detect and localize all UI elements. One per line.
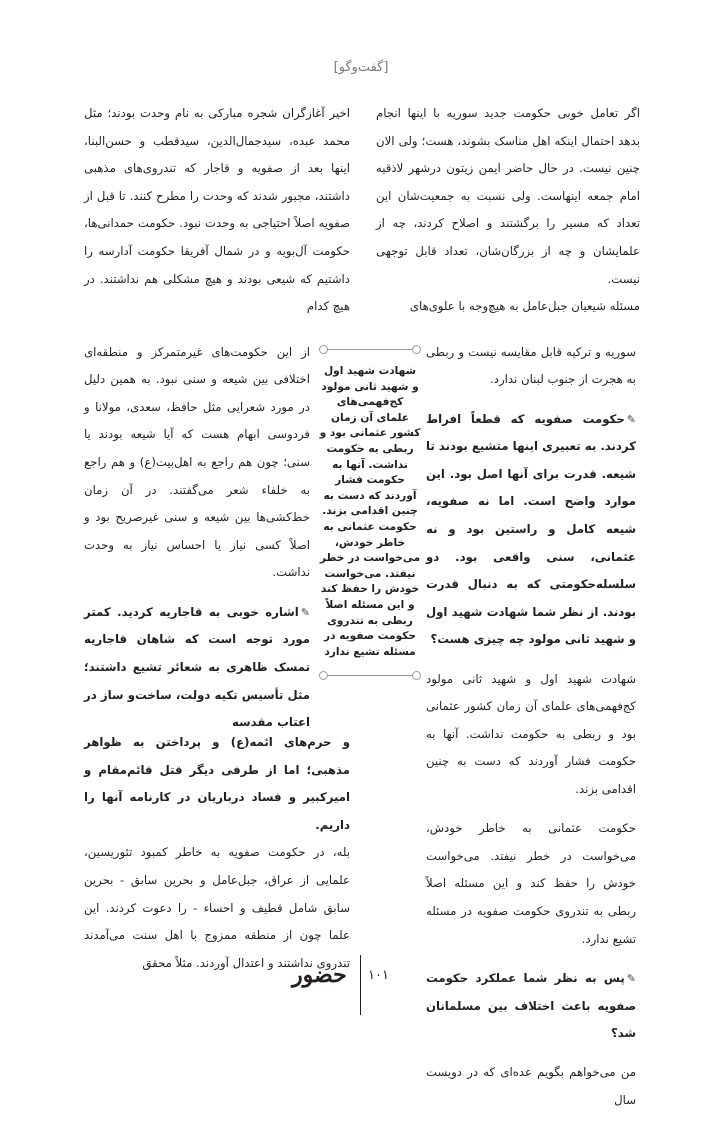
question — [426, 965, 636, 1048]
question-text: حکومت صفویه که قطعاً افراط کردند. به تعبیری اینها متشیع بودند تا شیعه. قدرت برای آنها اصل بود. این موارد واضح است. اما نه صفویه، شیعه کامل و راستین بود و نه عثمانی، سنی واقعی بود. دو سلسله‌حکومتی که به دنبال قدرت بودند. از نظر شما شهادت شهید اول و شهید ثانی مولود چه چیزی هست؟ — [426, 411, 636, 647]
pull-quote-top-rule — [319, 344, 421, 354]
question-icon: ✎ — [626, 412, 636, 426]
ornament-dot — [412, 345, 421, 354]
left-column-top — [84, 100, 350, 321]
footer-divider — [360, 955, 361, 1015]
paragraph: مسئله شیعیان جبل‌عامل به هیچ‌وجه با علوی‌های — [409, 299, 640, 314]
ornament-dot — [319, 671, 328, 680]
left-column-inset — [84, 327, 310, 748]
question-text: اشاره خوبی به قاجاریه کردید. کمتر مورد توجه است که شاهان قاجاریه تمسک ظاهری به شعائر تشیع داشتند؛ مثل تأسیس تکیه دولت، ساخت‌و ساز در اعتاب مقدسه — [84, 604, 310, 730]
right-column-top — [376, 100, 640, 321]
ornament-dot — [319, 345, 328, 354]
left-column-bottom — [84, 729, 350, 977]
question-text: پس به نظر شما عملکرد حکومت صفویه باعث اختلاف بین مسلمانان شد؟ — [426, 970, 636, 1041]
paragraph: از این حکومت‌های غیرمتمرکز و منطقه‌ای اختلافی بین شیعه و سنی نبود. به همین دلیل در مورد شعرایی مثل حافظ، سعدی، مولانا و فردوسی ابهام هست که آیا شیعه بودند یا سنی؛ چون هم راجع به اهل‌بیت(ع) و هم راجع به خلفاء شعر می‌گفتند. در آن زمان خط‌کشی‌ها بین شیعه و سنی غیرصریح بود و اصلاً کسی نیاز یا احساس نیاز به وحدت نداشت. — [84, 344, 310, 580]
section-header: [گفت‌وگو] — [333, 60, 389, 75]
paragraph: بله، در حکومت صفویه به خاطر کمبود تئوریسین، علمایی از عراق، جبل‌عامل و بحرین سابق - بحرین سابق شامل قطیف و احساء - را دعوت کردند. این علما چون از منطقه ممزوج با اهل سنت می‌آمدند تندروی نداشتند و اعتدال آوردند. مثلاً محقق — [84, 845, 350, 970]
paragraph: من می‌خواهم بگویم عده‌ای که در دویست سال — [426, 1065, 636, 1107]
page-number: ۱۰۱ — [368, 968, 389, 983]
paragraph: اگر تعامل خوبی حکومت جدید سوریه با اینها انجام بدهد احتمال اینکه اهل مناسک بشوند، هست؛ ولی الان چنین نیست. در حال حاضر ایمن زیتون درشهر لاذقیه امام جمعه اینهاست. ولی نسبت به جمعیت‌شان این تعداد که مسیر را برگشتند و اصلاح کردند، چه از علمایشان و چه از بزرگان‌شان، تعداد قابل توجهی نیست. — [376, 106, 640, 286]
pull-quote-text: شهادت شهید اول و شهید ثانی مولود کج‌فهمی‌های علمای آن زمان کشور عثمانی بود و ربطی به حکومت نداشت. آنها به حکومت فشار آوردند که دست به چنین اقدامی بزند. حکومت عثمانی به خاطر خودش، می‌خواست در خطر نیفتد. می‌خواست خودش را حفظ کند و این مسئله اصلاً ربطی به تندروی حکومت صفویه در مسئله تشیع ندارد — [319, 365, 421, 658]
magazine-logo: حضور — [292, 962, 347, 988]
right-column-inset — [426, 327, 636, 1126]
ornament-dot — [412, 671, 421, 680]
question-continuation: و حرم‌های ائمه(ع) و پرداختن به ظواهر مذهبی؛ اما از طرفی دیگر قتل قائم‌مقام و امیرکبیر و فساد درباریان در کارنامه آنها را داریم. — [84, 735, 350, 832]
question-icon: ✎ — [300, 605, 310, 619]
pull-quote-bottom-rule — [319, 670, 421, 680]
paragraph: شهادت شهید اول و شهید ثانی مولود کج‌فهمی‌های علمای آن زمان کشور عثمانی بود و ربطی به حکومت نداشت. آنها به حکومت فشار آوردند که دست به چنین اقدامی بزند. — [426, 671, 636, 796]
question-icon: ✎ — [626, 971, 636, 985]
pull-quote — [317, 344, 423, 680]
paragraph: حکومت عثمانی به خاطر خودش، می‌خواست در خطر نیفتد. می‌خواست خودش را حفظ کند و این مسئله اصلاً ربطی به تندروی حکومت صفویه در مسئله تشیع ندارد. — [426, 821, 636, 946]
paragraph: سوریه و ترکیه قابل مقایسه نیست و ربطی به هجرت از جنوب لبنان ندارد. — [426, 344, 636, 387]
question — [84, 599, 310, 737]
paragraph: اخیر آغازگران شجره مبارکی به نام وحدت بودند؛ مثل محمد عبده، سیدجمال‌الدین، سیدقطب و حسن‌البنا، اینها بعد از صفویه و قاجار که تندروی‌های مذهبی داشتند، مجبور شدند که وحدت را مطرح کنند. تا قبل از صفویه اصلاً احتیاجی به وحدت نبود. حکومت حمدانی‌ها، حکومت آل‌بویه و در شمال آفریقا حکومت آدارسه را داشتیم که شیعی بودند و هیچ مشکلی هم نداشتند. در هیچ کدام — [84, 106, 350, 314]
question — [426, 406, 636, 654]
